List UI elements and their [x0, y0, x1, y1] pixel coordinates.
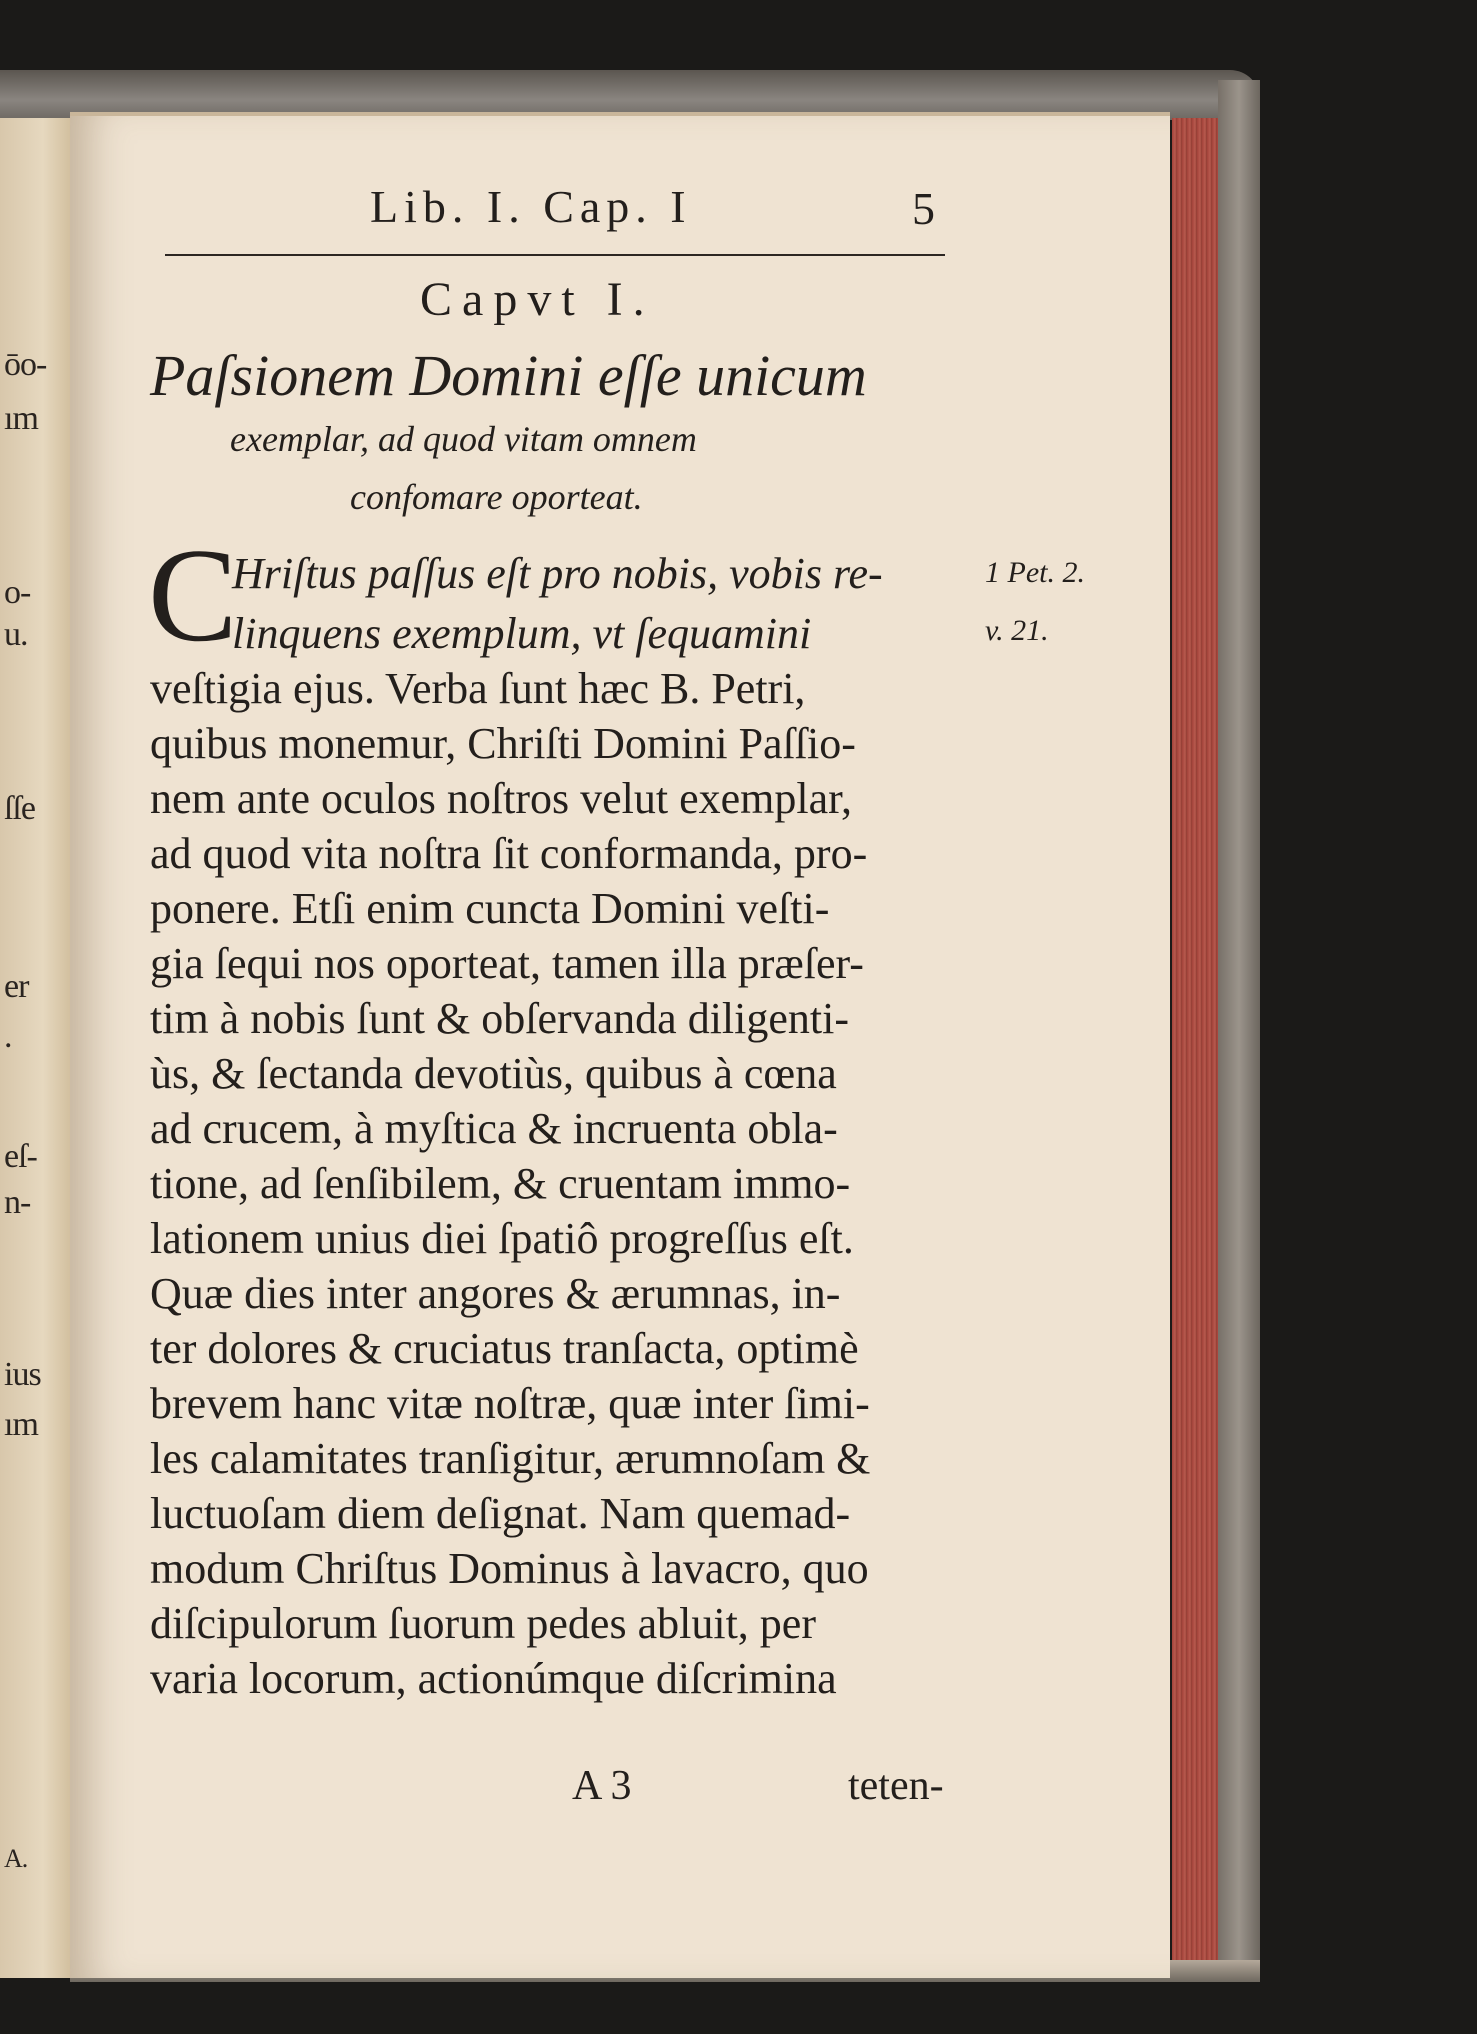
chapter-title-line-2: exemplar, ad quod vitam omnem — [230, 419, 697, 459]
signature-mark: A 3 — [572, 1763, 632, 1809]
left-fragment: eſ- — [4, 1138, 37, 1175]
body-line: diſcipulorum ſuorum pedes abluit, per — [150, 1599, 816, 1648]
page-number: 5 — [912, 183, 935, 234]
left-fragment: u. — [4, 616, 28, 653]
previous-page-sliver — [0, 118, 78, 1978]
body-line: veſtigia ejus. Verba ſunt hæc B. Petri, — [150, 664, 806, 713]
body-line: les calamitates tranſigitur, ærumnoſam & — [150, 1434, 871, 1483]
left-fragment: . — [4, 1018, 12, 1055]
body-line: ter dolores & cruciatus tranſacta, optimè — [150, 1324, 859, 1373]
margin-reference: 1 Pet. 2. — [985, 556, 1085, 589]
left-fragment: ōo- — [4, 346, 47, 383]
head-rule — [165, 254, 945, 256]
body-line: luctuoſam diem deſignat. Nam quemad- — [150, 1489, 851, 1538]
body-line: quibus monemur, Chriſti Domini Paſſio- — [150, 719, 856, 768]
body-line: ad quod vita noſtra ſit conformanda, pro- — [150, 829, 868, 878]
body-line: ùs, & ſectanda devotiùs, quibus à cœna — [150, 1049, 837, 1098]
chapter-title-line-3: confomare oporteat. — [350, 477, 643, 517]
left-fragment: ım — [4, 1406, 38, 1443]
body-line: ad crucem, à myſtica & incruenta obla- — [150, 1104, 838, 1153]
catchword: teten- — [848, 1763, 944, 1809]
left-fragment: n- — [4, 1184, 31, 1221]
body-line: tione, ad ſenſibilem, & cruentam immo- — [150, 1159, 851, 1208]
body-line: linquens exemplum, vt ſequamini — [232, 609, 812, 658]
body-line: lationem unius diei ſpatiô progreſſus eſt. — [150, 1214, 854, 1263]
running-head: Lib. I. Cap. I — [370, 181, 692, 232]
body-line: Hriſtus paſſus eſt pro nobis, vobis re- — [232, 549, 883, 598]
book-cover-edge — [1218, 80, 1260, 1960]
body-line: brevem hanc vitæ noſtræ, quæ inter ſimi- — [150, 1379, 870, 1428]
body-line: ponere. Etſi enim cuncta Domini veſti- — [150, 884, 830, 933]
margin-reference: v. 21. — [985, 614, 1049, 647]
left-fragment: ſſe — [4, 790, 35, 827]
body-line: modum Chriſtus Dominus à lavacro, quo — [150, 1544, 869, 1593]
left-fragment: o- — [4, 574, 31, 611]
chapter-title-line-1: Paſsionem Domini eſſe unicum — [150, 343, 867, 408]
left-fragment: er — [4, 968, 29, 1005]
body-line: gia ſequi nos oporteat, tamen illa præſer- — [150, 939, 864, 988]
chapter-heading: Capvt I. — [420, 273, 655, 326]
body-line: varia locorum, actionúmque diſcrimina — [150, 1654, 837, 1703]
left-fragment: A. — [4, 1844, 28, 1873]
left-fragment: ım — [4, 400, 38, 437]
red-page-edges — [1172, 118, 1218, 1968]
drop-cap: C — [148, 521, 238, 669]
body-line: Quæ dies inter angores & ærumnas, in- — [150, 1269, 841, 1318]
body-line: nem ante oculos noſtros velut exemplar, — [150, 774, 853, 823]
body-line: tim à nobis ſunt & obſervanda diligenti- — [150, 994, 849, 1043]
left-fragment: ius — [4, 1356, 41, 1393]
